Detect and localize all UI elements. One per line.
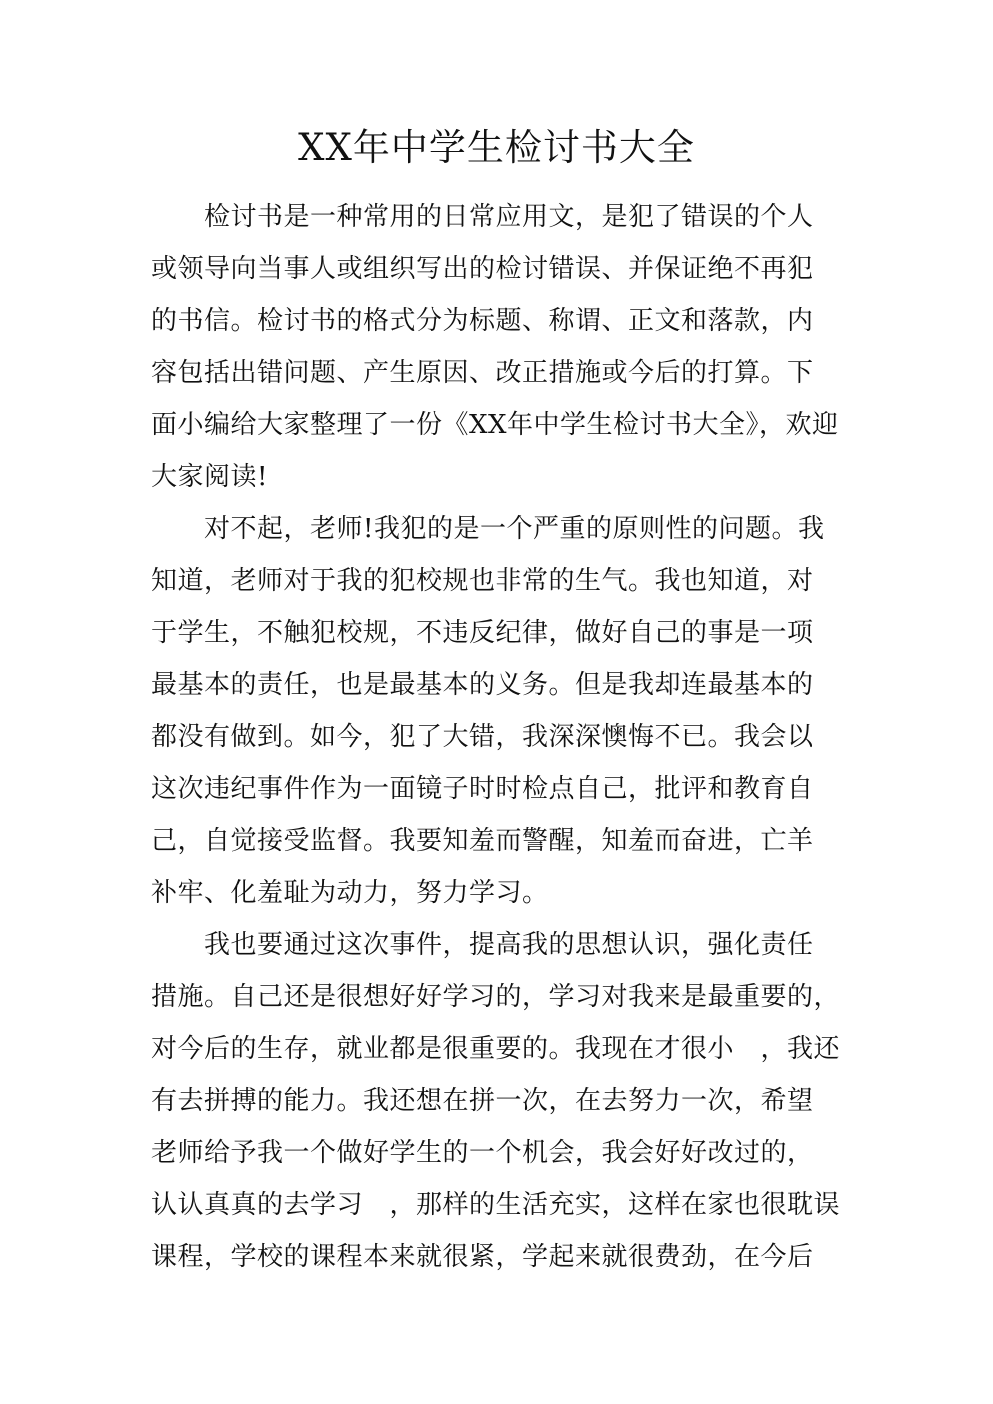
- paragraph-1-line-4: 容包括出错问题、产生原因、改正措施或今后的打算。下: [151, 358, 814, 388]
- paragraph-1-line-6: 大家阅读!: [151, 462, 268, 492]
- paragraph-2-line-4: 最基本的责任，也是最基本的义务。但是我却连最基本的: [151, 670, 814, 700]
- paragraph-2-line-6: 这次违纪事件作为一面镜子时时检点自己，批评和教育自: [151, 774, 814, 804]
- paragraph-1-line-3: 的书信。检讨书的格式分为标题、称谓、正文和落款，内: [151, 306, 814, 336]
- paragraph-2-line-2: 知道，老师对于我的犯校规也非常的生气。我也知道，对: [151, 566, 814, 596]
- paragraph-2-line-3: 于学生，不触犯校规，不违反纪律，做好自己的事是一项: [151, 618, 814, 648]
- paragraph-3-line-5: 老师给予我一个做好学生的一个机会，我会好好改过的，: [151, 1138, 814, 1168]
- paragraph-3-line-4: 有去拼搏的能力。我还想在拼一次，在去努力一次，希望: [151, 1086, 814, 1116]
- paragraph-1-line-5: 面小编给大家整理了一份《XX年中学生检讨书大全》，欢迎: [151, 410, 839, 440]
- paragraph-2-line-8: 补牢、化羞耻为动力，努力学习。: [151, 878, 549, 908]
- paragraph-2-line-7: 己，自觉接受监督。我要知羞而警醒，知羞而奋进，亡羊: [151, 826, 814, 856]
- paragraph-1-line-1: 检讨书是一种常用的日常应用文，是犯了错误的个人: [204, 202, 814, 232]
- paragraph-2-line-5: 都没有做到。如今，犯了大错，我深深懊悔不已。我会以: [151, 722, 814, 752]
- paragraph-3-line-6: 认认真真的去学习 ，那样的生活充实，这样在家也很耽误: [151, 1190, 841, 1220]
- paragraph-3-line-7: 课程，学校的课程本来就很紧，学起来就很费劲，在今后: [151, 1242, 814, 1272]
- document-title: XX年中学生检讨书大全: [298, 126, 695, 169]
- paragraph-3-line-2: 措施。自己还是很想好好学习的，学习对我来是最重要的，: [151, 982, 841, 1012]
- paragraph-3-line-3: 对今后的生存，就业都是很重要的。我现在才很小 ，我还: [151, 1034, 841, 1064]
- paragraph-2-line-1: 对不起，老师!我犯的是一个严重的原则性的问题。我: [204, 514, 825, 544]
- paragraph-3-line-1: 我也要通过这次事件，提高我的思想认识，强化责任: [204, 930, 814, 960]
- paragraph-1-line-2: 或领导向当事人或组织写出的检讨错误、并保证绝不再犯: [151, 254, 814, 284]
